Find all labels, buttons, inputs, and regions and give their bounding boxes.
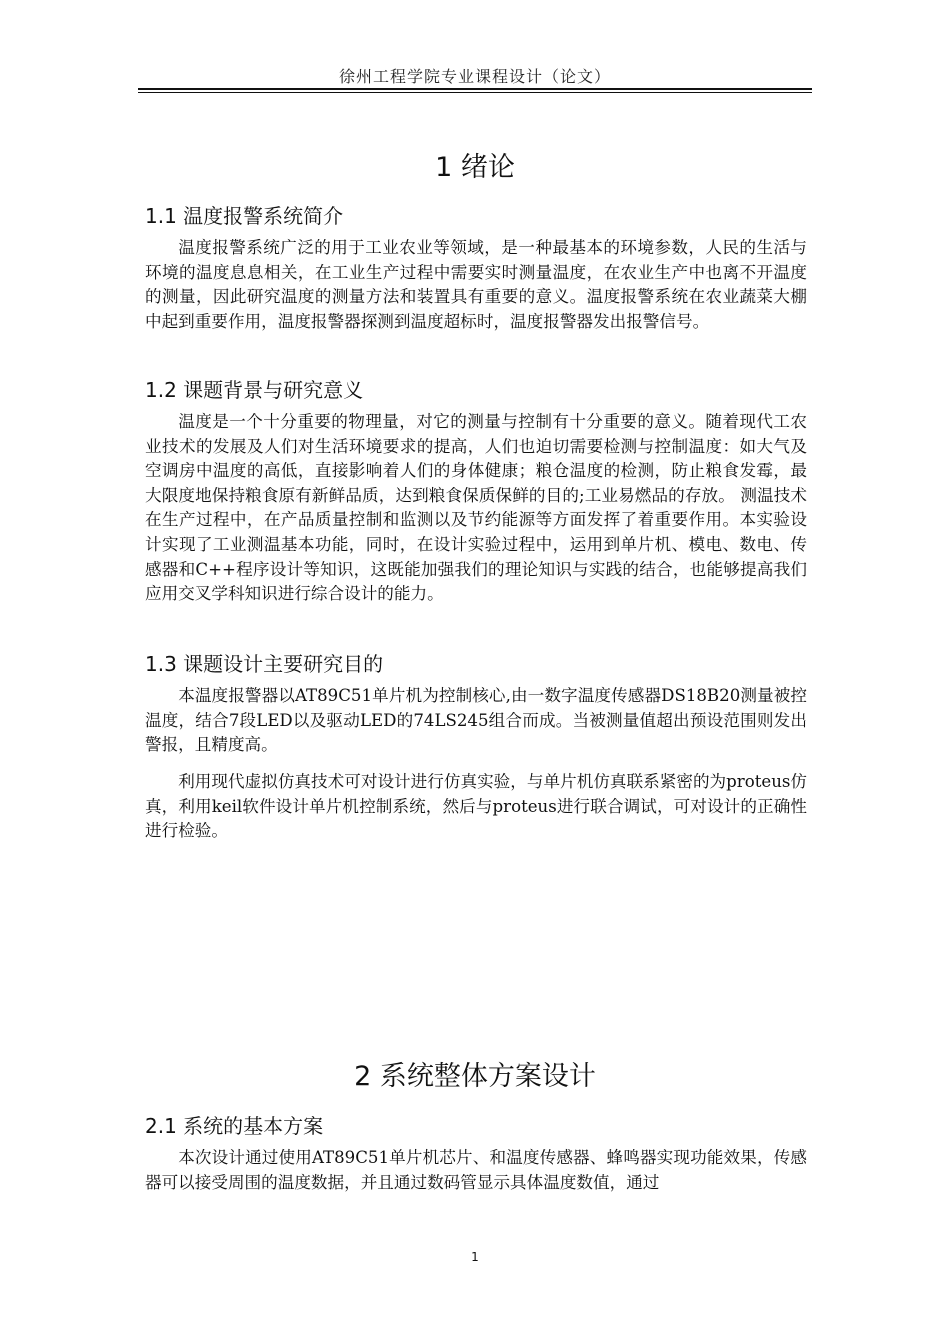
section-1-3-heading: 1.3 课题设计主要研究目的 [145,652,384,676]
header-rule-thick [138,88,812,90]
chapter-2-title: 2 系统整体方案设计 [354,1061,596,1092]
section-1-2-heading: 1.2 课题背景与研究意义 [145,378,364,402]
section-1-3-paragraph-1: 本温度报警器以AT89C51单片机为控制核心,由一数字温度传感器DS18B20测量被控温度，结合7段LED以及驱动LED的74LS245组合而成。当被测量值超出预设范围则发出警报，且精度高。 [145,686,807,755]
page-header: 徐州工程学院专业课程设计（论文） [338,67,611,86]
header-rule-thin [138,92,812,93]
page-number: 1 [471,1250,479,1264]
section-1-3-paragraph-2: 利用现代虚拟仿真技术可对设计进行仿真实验，与单片机仿真联系紧密的为proteus仿真，利用keil软件设计单片机控制系统，然后与proteus进行联合调试，可对设计的正确性进行检验。 [145,772,807,841]
section-2-1-paragraph: 本次设计通过使用AT89C51单片机芯片、和温度传感器、蜂鸣器实现功能效果，传感器可以接受周围的温度数据，并且通过数码管显示具体温度数值，通过 [145,1148,807,1192]
chapter-1-title: 1 绪论 [435,152,515,183]
section-1-2-paragraph: 温度是一个十分重要的物理量，对它的测量与控制有十分重要的意义。随着现代工农业技术的发展及人们对生活环境要求的提高，人们也迫切需要检测与控制温度：如大气及空调房中温度的高低，直接影响着人们的身体健康；粮仓温度的检测，防止粮食发霉，最大限度地保持粮食原有新鲜品质，达到粮食保质保鲜的目的;工业易燃品的存放。 测温技术在生产过程中，在产品质量控制和监测以及节约能源等方面发挥了着重要作用。本实验设计实现了工业测温基本功能，同时，在设计实验过程中，运用到单片机、模电、数电、传感器和C++程序设计等知识，这既能加强我们的理论知识与实践的结合，也能够提高我们应用交叉学科知识进行综合设计的能力。 [145,412,807,604]
section-2-1-heading: 2.1 系统的基本方案 [145,1114,324,1138]
section-1-1-paragraph: 温度报警系统广泛的用于工业农业等领域，是一种最基本的环境参数，人民的生活与环境的温度息息相关，在工业生产过程中需要实时测量温度，在农业生产中也离不开温度的测量，因此研究温度的测量方法和装置具有重要的意义。温度报警系统在农业蔬菜大棚中起到重要作用，温度报警器探测到温度超标时，温度报警器发出报警信号。 [145,238,807,331]
section-1-1-heading: 1.1 温度报警系统简介 [145,204,344,228]
